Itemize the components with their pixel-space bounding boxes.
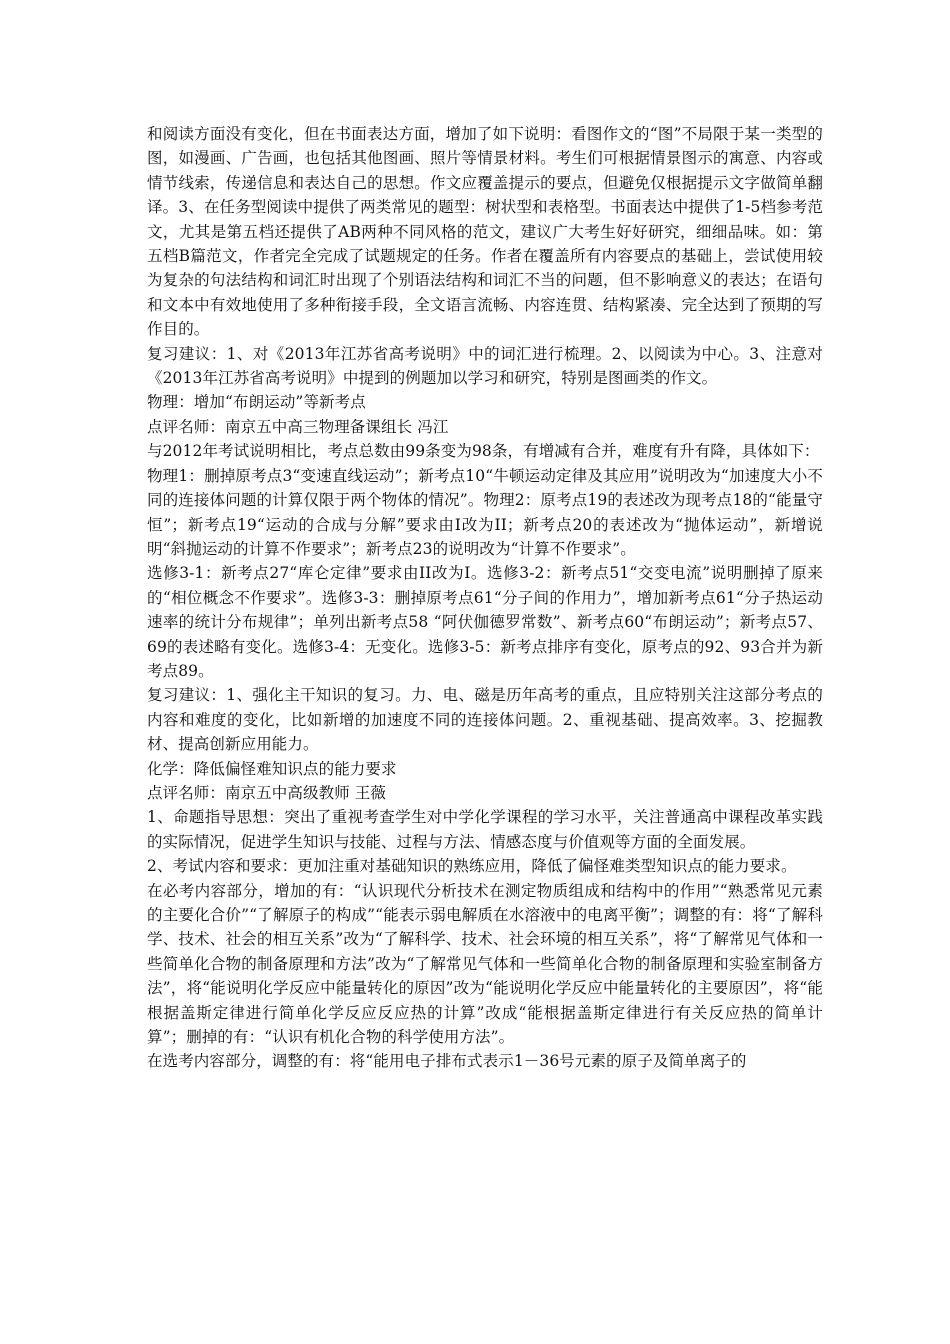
paragraph-physics-review-advice: 复习建议：1、强化主干知识的复习。力、电、磁是历年高考的重点，且应特别关注这部分考点的内容和难度的变化，比如新增的加速度不同的连接体问题。2、重视基础、提高效率。3、挖掘教材、提高创新应用能力。 xyxy=(147,686,823,754)
paragraph-chemistry-required-content: 在必考内容部分，增加的有：“认识现代分析技术在测定物质组成和结构中的作用”“熟悉常见元素的主要化合价”“了解原子的构成”“能表示弱电解质在水溶液中的电离平衡”；调整的有：将“了解科学、技术、社会的相互关系”改为“了解科学、技术、社会环境的相互关系”，将“了解常见气体和一些简单化合物的制备原理和方法”改为“了解常见气体和一些简单化合物的制备原理和实验室制备方法”，将“能说明化学反应中能量转化的原因”改为“能说明化学反应中能量转化的主要原因”，将“能根据盖斯定律进行简单化学反应反应热的计算”改成“能根据盖斯定律进行有关反应热的简单计算”；删掉的有：“认识有机化合物的科学使用方法”。 xyxy=(147,881,823,1047)
paragraph-chemistry-content-requirements: 2、考试内容和要求：更加注重对基础知识的熟练应用，降低了偏怪难类型知识点的能力要求。 xyxy=(147,857,797,876)
paragraph-physics-overview: 与2012年考试说明相比，考点总数由99条变为98条，有增减有合并，难度有升有降，具体如下： xyxy=(147,442,820,461)
paragraph-chemistry-elective-content: 在选考内容部分，调整的有：将“能用电子排布式表示1－36号元素的原子及简单离子的 xyxy=(147,1052,747,1071)
commentator-physics: 点评名师：南京五中高三物理备课组长 冯江 xyxy=(147,417,449,436)
commentator-chemistry: 点评名师：南京五中高级教师 王薇 xyxy=(147,783,387,802)
section-heading-chemistry: 化学：降低偏怪难知识点的能力要求 xyxy=(147,759,397,778)
paragraph-english-review-advice: 复习建议：1、对《2013年江苏省高考说明》中的词汇进行梳理。2、以阅读为中心。3、注意对《2013年江苏省高考说明》中提到的例题加以学习和研究，特别是图画类的作文。 xyxy=(147,344,823,388)
paragraph-physics-electives: 选修3-1：新考点27“库仑定律”要求由II改为Ⅰ。选修3-2：新考点51“交变电流”说明删掉了原来的“相位概念不作要求”。选修3-3：删掉原考点61“分子间的作用力”，增加新考点61“分子热运动速率的统计分布规律”；单列出新考点58 “阿伏伽德罗常数”、新考点60“布朗运动”；新考点57、69的表述略有变化。选修3-4：无变化。选修3-5：新考点排序有变化，原考点的92、93合并为新考点89。 xyxy=(147,564,823,680)
section-heading-physics: 物理：增加“布朗运动”等新考点 xyxy=(147,393,366,412)
paragraph-english-writing: 和阅读方面没有变化，但在书面表达方面，增加了如下说明：看图作文的“图”不局限于某一类型的图，如漫画、广告画，也包括其他图画、照片等情景材料。考生们可根据情景图示的寓意、内容或情节线索，传递信息和表达自己的思想。作文应覆盖提示的要点，但避免仅根据提示文字做简单翻译。3、在任务型阅读中提供了两类常见的题型：树状型和表格型。书面表达中提供了1-5档参考范文，尤其是第五档还提供了AB两种不同风格的范文，建议广大考生好好研究，细细品味。如：第五档B篇范文，作者完全完成了试题规定的任务。作者在覆盖所有内容要点的基础上，尝试使用较为复杂的句法结构和词汇时出现了个别语法结构和词汇不当的问题，但不影响意义的表达；在语句和文本中有效地使用了多种衔接手段，全文语言流畅、内容连贯、结构紧凑、完全达到了预期的写作目的。 xyxy=(147,125,823,339)
document-body xyxy=(147,122,823,1074)
paragraph-physics-1-2: 物理1：删掉原考点3“变速直线运动”；新考点10“牛顿运动定律及其应用”说明改为“加速度大小不同的连接体问题的计算仅限于两个物体的情况”。物理2：原考点19的表述改为现考点18的“能量守恒”；新考点19“运动的合成与分解”要求由Ⅰ改为II；新考点20的表述改为“抛体运动”，新增说明“斜抛运动的计算不作要求”；新考点23的说明改为“计算不作要求”。 xyxy=(147,466,823,558)
paragraph-chemistry-guiding-idea: 1、命题指导思想：突出了重视考查学生对中学化学课程的学习水平，关注普通高中课程改革实践的实际情况，促进学生知识与技能、过程与方法、情感态度与价值观等方面的全面发展。 xyxy=(147,808,823,851)
